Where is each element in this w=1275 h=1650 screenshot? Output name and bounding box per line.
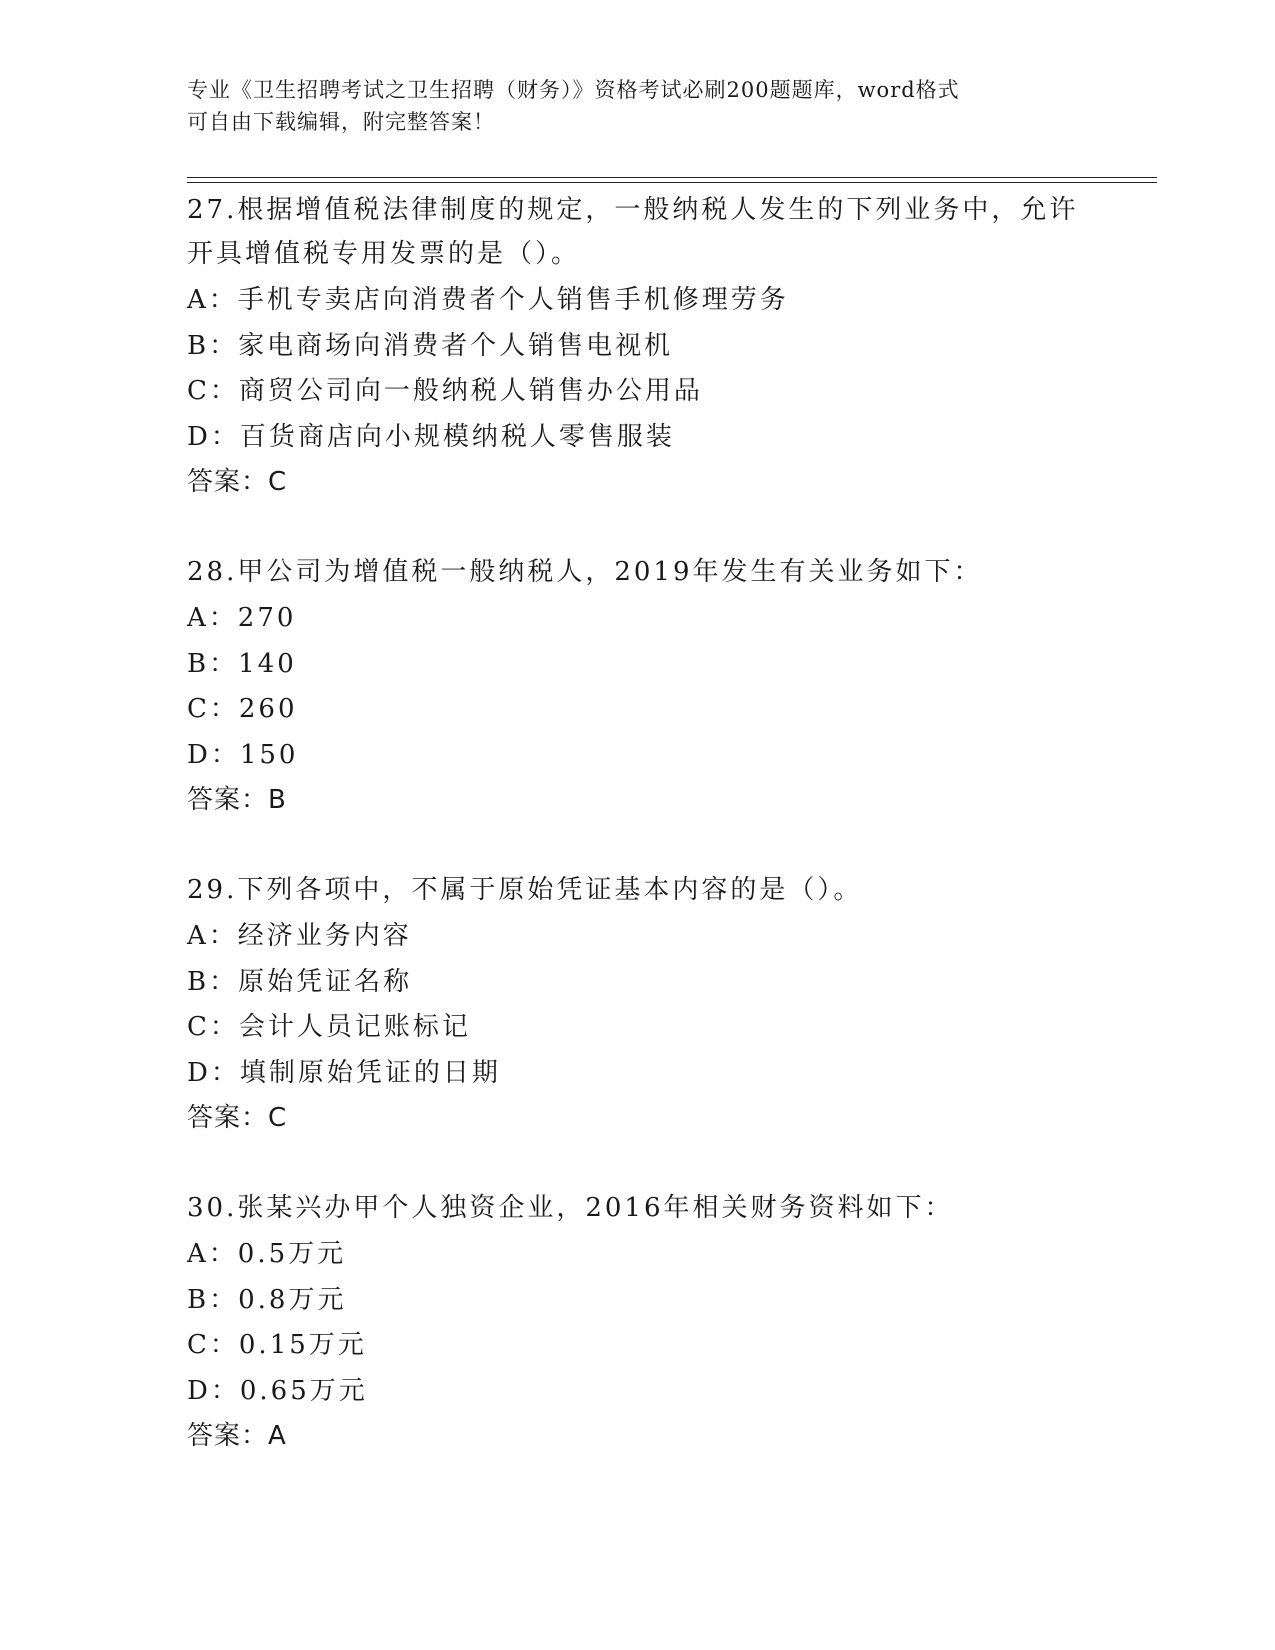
option-b: B：原始凭证名称 <box>187 966 413 997</box>
header-line-1: 专业《卫生招聘考试之卫生招聘（财务）》资格考试必刷200题题库，word格式 <box>187 78 960 102</box>
option-b: B：140 <box>187 648 297 679</box>
option-a: A：经济业务内容 <box>187 921 412 951</box>
header-divider-top <box>187 177 1157 178</box>
answer: 答案：A <box>187 1421 287 1451</box>
document-header <box>187 74 1067 138</box>
option-d: D：填制原始凭证的日期 <box>187 1057 501 1088</box>
answer: 答案：C <box>187 467 288 497</box>
question-stem <box>187 188 1087 276</box>
option-b: B：0.8万元 <box>187 1284 347 1315</box>
header-line-2: 可自由下载编辑，附完整答案！ <box>187 110 495 134</box>
option-a: A：0.5万元 <box>187 1239 347 1269</box>
question-stem-line: 开具增值税专用发票的是（）。 <box>187 239 581 269</box>
option-d: D：百货商店向小规模纳税人零售服装 <box>187 421 675 452</box>
question-stem <box>187 1186 1087 1230</box>
question-stem-line: 28.甲公司为增值税一般纳税人，2019年发生有关业务如下： <box>187 557 983 587</box>
question-29 <box>187 868 1087 1140</box>
question-stem-line: 29.下列各项中，不属于原始凭证基本内容的是（）。 <box>187 875 863 905</box>
question-stem <box>187 868 1087 912</box>
option-d: D：0.65万元 <box>187 1375 368 1406</box>
question-27 <box>187 188 1087 504</box>
option-c: C：0.15万元 <box>187 1330 367 1360</box>
question-28 <box>187 550 1087 822</box>
option-c: C：260 <box>187 694 298 724</box>
option-c: C：商贸公司向一般纳税人销售办公用品 <box>187 376 703 406</box>
question-stem-line: 30.张某兴办甲个人独资企业，2016年相关财务资料如下： <box>187 1193 954 1223</box>
option-a: A：270 <box>187 603 297 633</box>
question-stem-line: 27.根据增值税法律制度的规定，一般纳税人发生的下列业务中，允许 <box>187 195 1079 225</box>
answer: 答案：C <box>187 1103 288 1133</box>
question-list <box>187 188 1087 1504</box>
header-divider-bottom <box>187 182 1157 183</box>
option-c: C：会计人员记账标记 <box>187 1012 471 1042</box>
option-b: B：家电商场向消费者个人销售电视机 <box>187 330 674 361</box>
answer: 答案：B <box>187 785 287 815</box>
question-30 <box>187 1186 1087 1458</box>
question-stem <box>187 550 1087 594</box>
option-a: A：手机专卖店向消费者个人销售手机修理劳务 <box>187 285 789 315</box>
option-d: D：150 <box>187 739 299 770</box>
